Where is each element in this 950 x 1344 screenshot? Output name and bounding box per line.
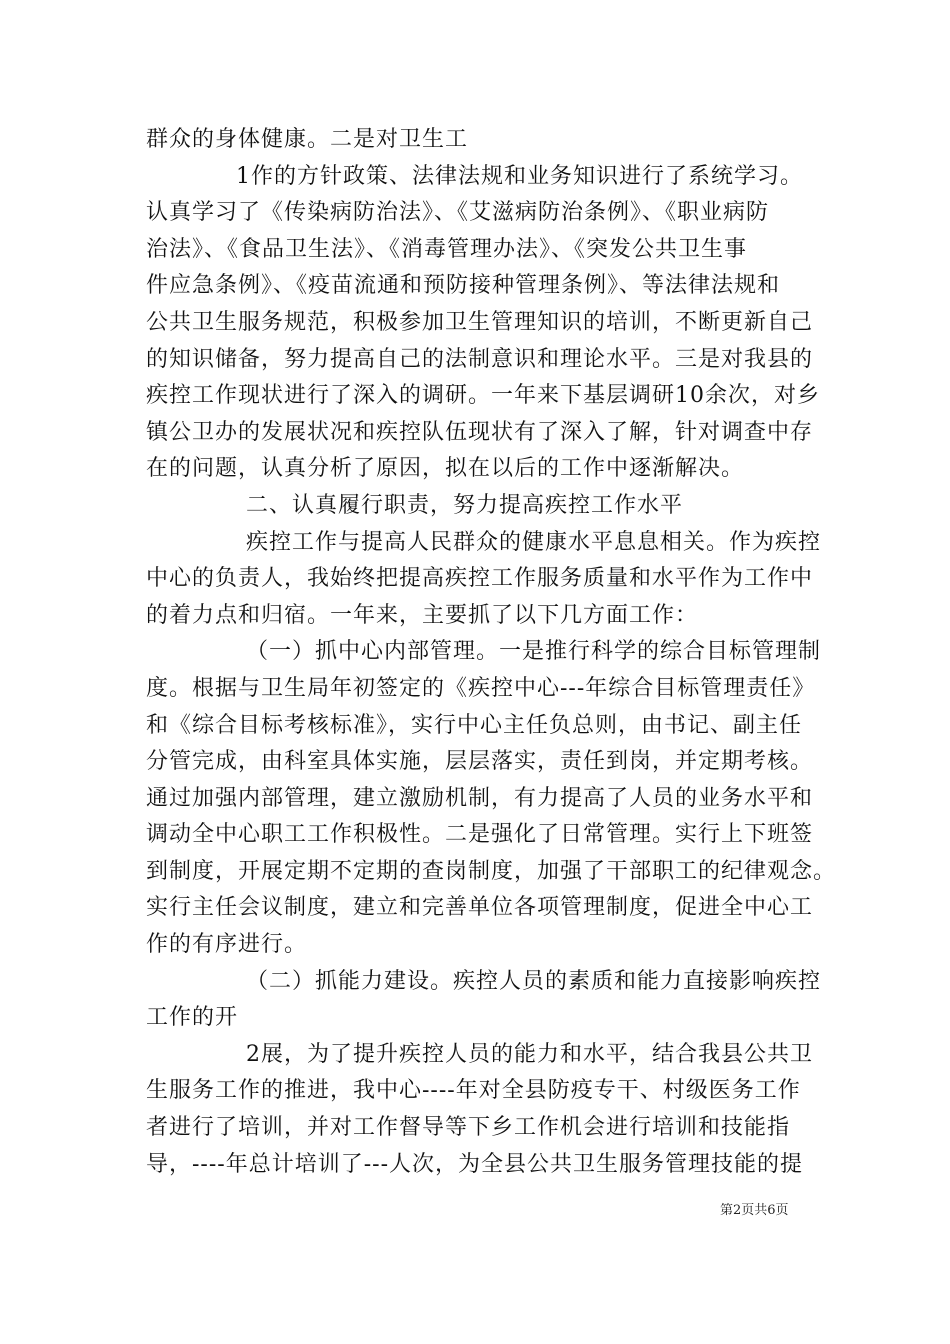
text-line: 和《综合目标考核标准》，实行中心主任负总则，由书记、副主任 [146, 712, 803, 738]
text-line: 工作的开 [146, 1005, 239, 1031]
text-line: 的知识储备，努力提高自己的法制意识和理论水平。三是对我县的 [146, 346, 814, 372]
text-line: 度。根据与卫生局年初签定的《疾控中心---年综合目标管理责任》 [146, 675, 816, 701]
text-line: 疾控工作与提高人民群众的健康水平息息相关。作为疾控 [246, 529, 822, 555]
text-line: 通过加强内部管理，建立激励机制，有力提高了人员的业务水平和 [146, 785, 814, 811]
text-line: 公共卫生服务规范，积极参加卫生管理知识的培训，不断更新自己 [146, 309, 814, 335]
text-line: 者进行了培训，并对工作督导等下乡工作机会进行培训和技能指 [146, 1115, 791, 1141]
text-line: 的着力点和归宿。一年来，主要抓了以下几方面工作： [146, 602, 699, 628]
text-line: 导，----年总计培训了---人次，为全县公共卫生服务管理技能的提 [146, 1151, 804, 1177]
text-line: 群众的身体健康。二是对卫生工 [146, 127, 469, 152]
subsection-heading: （一）抓中心内部管理。一是推行科学的综合目标管理制 [246, 639, 822, 665]
text-line: 生服务工作的推进，我中心----年对全县防疫专干、村级医务工作 [146, 1078, 801, 1104]
body-text [146, 122, 837, 1183]
text-line: 1作的方针政策、法律法规和业务知识进行了系统学习。 [236, 163, 803, 189]
text-line: 中心的负责人，我始终把提高疾控工作服务质量和水平作为工作中 [146, 566, 814, 592]
subsection-heading: （二）抓能力建设。疾控人员的素质和能力直接影响疾控 [246, 968, 822, 994]
text-line: 作的有序进行。 [146, 932, 308, 958]
text-line: 2展，为了提升疾控人员的能力和水平，结合我县公共卫 [246, 1041, 813, 1067]
text-line: 疾控工作现状进行了深入的调研。一年来下基层调研10余次，对乡 [146, 383, 820, 409]
text-line: 治法》、《食品卫生法》、《消毒管理办法》、《突发公共卫生事 [146, 236, 748, 262]
page-number: 第2页共6页 [720, 1203, 789, 1218]
text-line: 分管完成，由科室具体实施，层层落实，责任到岗，并定期考核。 [146, 749, 814, 775]
text-line: 实行主任会议制度，建立和完善单位各项管理制度，促进全中心工 [146, 895, 814, 921]
text-line: 调动全中心职工工作积极性。二是强化了日常管理。实行上下班签 [146, 822, 814, 848]
text-line: 在的问题，认真分析了原因，拟在以后的工作中逐渐解决。 [146, 456, 745, 482]
text-line: 到制度，开展定期不定期的查岗制度，加强了干部职工的纪律观念。 [146, 858, 837, 884]
text-line: 认真学习了《传染病防治法》、《艾滋病防治条例》、《职业病防 [146, 200, 770, 226]
section-heading: 二、认真履行职责，努力提高疾控工作水平 [246, 492, 684, 518]
text-line: 件应急条例》、《疫苗流通和预防接种管理条例》、等法律法规和 [146, 273, 781, 299]
text-line: 镇公卫办的发展状况和疾控队伍现状有了深入了解，针对调查中存 [146, 419, 814, 445]
